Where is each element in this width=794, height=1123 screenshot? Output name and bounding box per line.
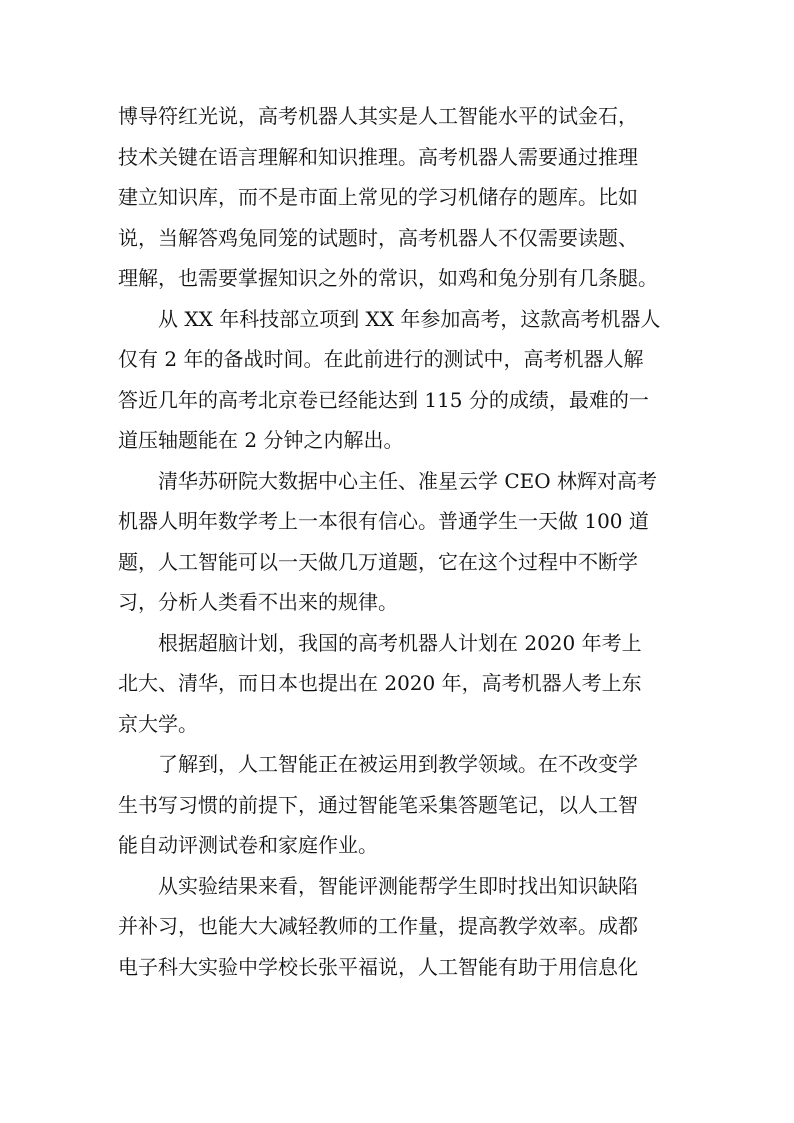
text-line: 能自动评测试卷和家庭作业。 xyxy=(118,833,378,857)
text-line: 并补习，也能大大减轻教师的工作量，提高教学效率。成都 xyxy=(118,914,638,938)
paragraph-4 xyxy=(118,623,678,745)
text-line: 了解到，人工智能正在被运用到教学领域。在不改变学 xyxy=(158,752,638,776)
paragraph-1 xyxy=(118,96,678,299)
text-line: 习，分析人类看不出来的规律。 xyxy=(118,590,398,614)
text-line: 仅有 2 年的备战时间。在此前进行的测试中，高考机器人解 xyxy=(118,347,644,371)
text-line: 题，人工智能可以一天做几万道题，它在这个过程中不断学 xyxy=(118,549,638,574)
text-line: 电子科大实验中学校长张平福说，人工智能有助于用信息化 xyxy=(118,954,638,979)
text-line: 理解，也需要掌握知识之外的常识，如鸡和兔分别有几条腿。 xyxy=(118,266,658,290)
text-line: 从 XX 年科技部立项到 XX 年参加高考，这款高考机器人 xyxy=(158,306,661,331)
paragraph-2 xyxy=(118,299,678,461)
text-line: 从实验结果来看，智能评测能帮学生即时找出知识缺陷 xyxy=(158,873,638,898)
paragraph-5 xyxy=(118,744,678,866)
text-line: 清华苏研院大数据中心主任、准星云学 CEO 林辉对高考 xyxy=(158,468,658,493)
text-line: 道压轴题能在 2 分钟之内解出。 xyxy=(118,428,404,452)
text-line: 答近几年的高考北京卷已经能达到 115 分的成绩，最难的一 xyxy=(118,387,649,412)
paragraph-6 xyxy=(118,866,678,988)
text-line: 生书写习惯的前提下，通过智能笔采集答题笔记，以人工智 xyxy=(118,792,638,817)
text-line: 机器人明年数学考上一本很有信心。普通学生一天做 100 道 xyxy=(118,509,649,533)
text-line: 北大、清华，而日本也提出在 2020 年，高考机器人考上东 xyxy=(118,671,642,695)
text-line: 根据超脑计划，我国的高考机器人计划在 2020 年考上 xyxy=(158,630,642,655)
document-body xyxy=(118,96,678,987)
text-line: 京大学。 xyxy=(118,711,198,736)
text-line: 说，当解答鸡兔同笼的试题时，高考机器人不仅需要读题、 xyxy=(118,225,638,250)
paragraph-3 xyxy=(118,461,678,623)
text-line: 博导符红光说，高考机器人其实是人工智能水平的试金石， xyxy=(118,104,638,128)
text-line: 建立知识库，而不是市面上常见的学习机储存的题库。比如 xyxy=(118,185,638,209)
text-line: 技术关键在语言理解和知识推理。高考机器人需要通过推理 xyxy=(118,144,638,169)
